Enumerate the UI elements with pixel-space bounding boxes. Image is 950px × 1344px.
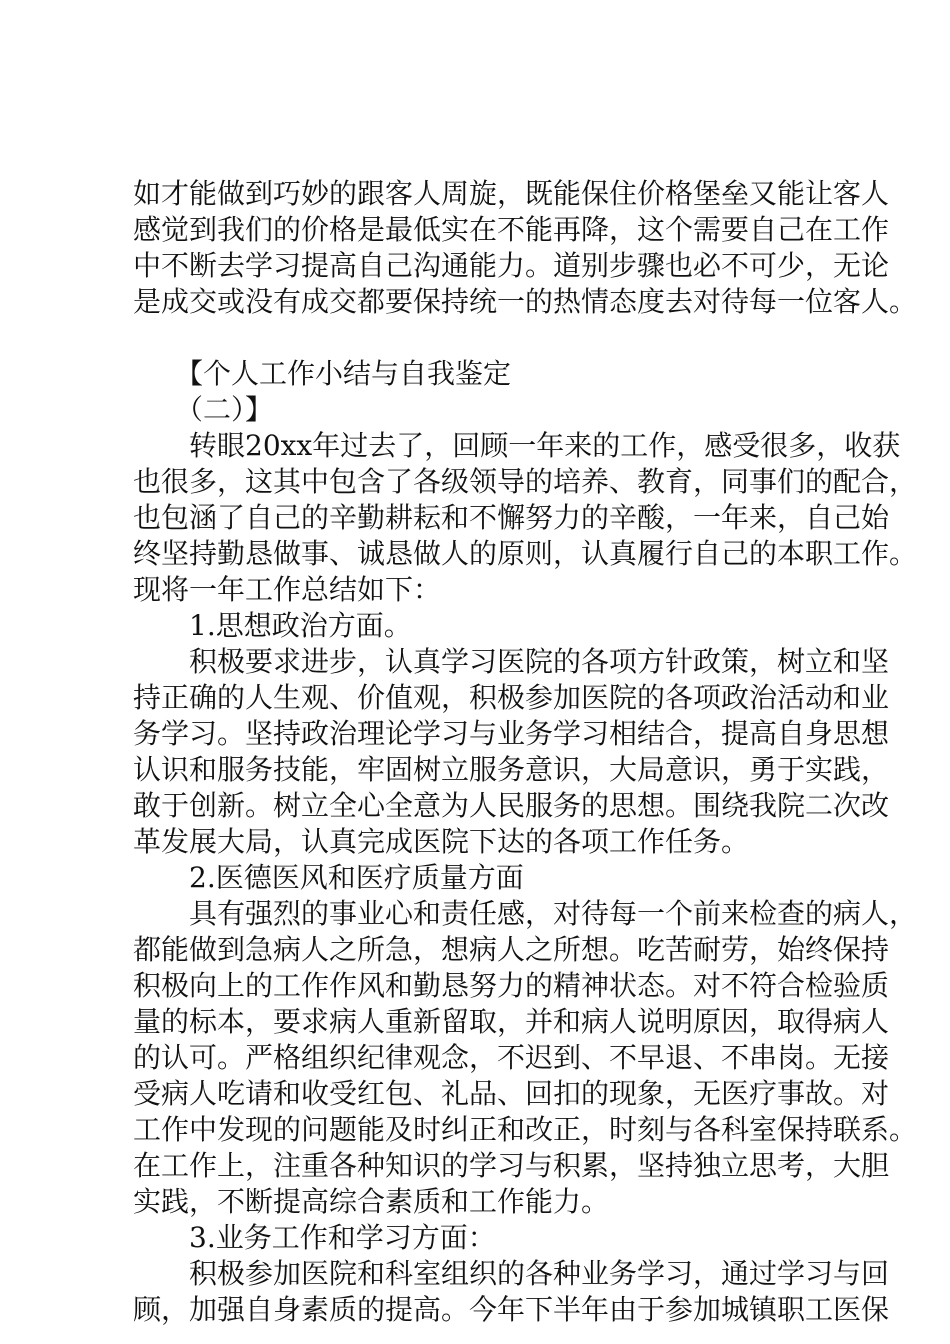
text-line: 也很多，这其中包含了各级领导的培养、教育，同事们的配合， (133, 465, 918, 498)
text-line: 终坚持勤恳做事、诚恳做人的原则，认真履行自己的本职工作。 (133, 537, 918, 570)
text-line: 持正确的人生观、价值观，积极参加医院的各项政治活动和业 (133, 681, 890, 714)
text-line: 务学习。坚持政治理论学习与业务学习相结合，提高自身思想 (133, 717, 890, 750)
text-line: 如才能做到巧妙的跟客人周旋，既能保住价格堡垒又能让客人 (133, 177, 890, 210)
text-line: 中不断去学习提高自己沟通能力。道别步骤也必不可少，无论 (133, 249, 890, 282)
text-line: 在工作上，注重各种知识的学习与积累，坚持独立思考，大胆 (133, 1149, 890, 1182)
text-line: 积极参加医院和科室组织的各种业务学习，通过学习与回 (133, 1257, 890, 1290)
subheading: 2.医德医风和医疗质量方面 (133, 861, 524, 894)
text-line: 积极向上的工作作风和勤恳努力的精神状态。对不符合检验质 (133, 969, 890, 1002)
text-line: 具有强烈的事业心和责任感，对待每一个前来检查的病人， (133, 897, 918, 930)
section-heading: 【个人工作小结与自我鉴定 (133, 357, 512, 390)
text-line: 都能做到急病人之所急，想病人之所想。吃苦耐劳，始终保持 (133, 933, 890, 966)
text-line: 的认可。严格组织纪律观念，不迟到、不早退、不串岗。无接 (133, 1041, 890, 1074)
subheading: 1.思想政治方面。 (133, 609, 412, 642)
text-line: 认识和服务技能，牢固树立服务意识，大局意识，勇于实践， (133, 753, 890, 786)
text-line: 也包涵了自己的辛勤耕耘和不懈努力的辛酸，一年来，自己始 (133, 501, 890, 534)
text-line: 转眼20xx年过去了，回顾一年来的工作，感受很多，收获 (133, 429, 901, 462)
text-line: 量的标本，要求病人重新留取，并和病人说明原因，取得病人 (133, 1005, 890, 1038)
section-heading: （二）】 (133, 393, 274, 426)
text-line: 工作中发现的问题能及时纠正和改正，时刻与各科室保持联系。 (133, 1113, 918, 1146)
subheading: 3.业务工作和学习方面： (133, 1221, 496, 1254)
text-line: 积极要求进步，认真学习医院的各项方针政策，树立和坚 (133, 645, 890, 678)
text-line: 是成交或没有成交都要保持统一的热情态度去对待每一位客人。 (133, 285, 918, 318)
text-line: 现将一年工作总结如下： (133, 573, 442, 606)
text-line: 革发展大局，认真完成医院下达的各项工作任务。 (133, 825, 750, 858)
text-line: 感觉到我们的价格是最低实在不能再降，这个需要自己在工作 (133, 213, 890, 246)
text-line: 受病人吃请和收受红包、礼品、回扣的现象，无医疗事故。对 (133, 1077, 890, 1110)
text-line: 敢于创新。树立全心全意为人民服务的思想。围绕我院二次改 (133, 789, 890, 822)
text-line: 顾，加强自身素质的提高。今年下半年由于参加城镇职工医保 (133, 1293, 890, 1326)
text-line: 实践，不断提高综合素质和工作能力。 (133, 1185, 610, 1218)
